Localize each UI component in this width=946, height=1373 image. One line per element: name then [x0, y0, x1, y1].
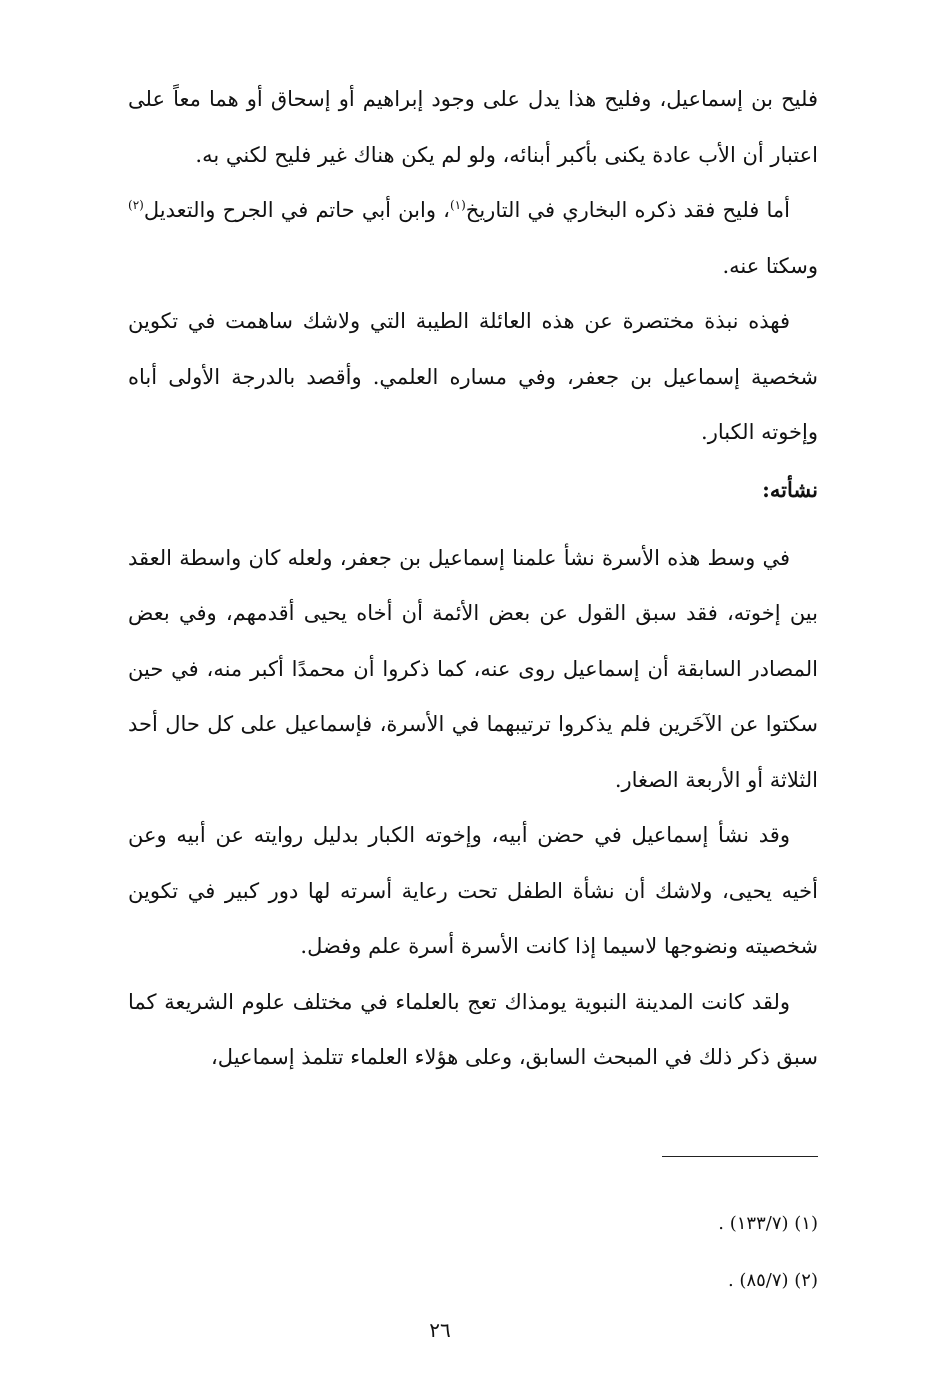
paragraph-1: فليح بن إسماعيل، وفليح هذا يدل على وجود إبراهيم أو إسحاق أو هما معاً على اعتبار أن الأب عادة يكنى بأكبر أبنائه، ولو لم يكن هناك غير فليح لكني به. [128, 87, 818, 167]
paragraph-2 [128, 183, 818, 294]
spacer [128, 519, 818, 531]
paragraph-2-part-a: أما فليح فقد ذكره البخاري في التاريخ [465, 198, 790, 222]
paragraph-6: ولقد كانت المدينة النبوية يومذاك تعج بالعلماء في مختلف علوم الشريعة كما سبق ذكر ذلك في المبحث السابق، وعلى هؤلاء العلماء تتلمذ إسماعيل، [128, 989, 818, 1069]
footnote-1: (١) (١٣٣/٧) . [718, 1213, 818, 1234]
paragraph-4: في وسط هذه الأسرة نشأ علمنا إسماعيل بن جعفر، ولعله كان واسطة العقد بين إخوته، فقد سبق القول عن بعض الأئمة أن أخاه يحيى أقدمهم، وفي بعض المصادر السابقة أن إسماعيل روى عنه، كما ذكروا أن محمدًا أكبر منه، في حين سكتوا عن الآخَرين فلم يذكروا ترتيبهما في الأسرة، فإسماعيل على كل حال أحد الثلاثة أو الأربعة الصغار. [128, 545, 818, 792]
paragraph-2-part-c: وسكتا عنه. [722, 253, 818, 278]
footnote-2: (٢) (٨٥/٧) . [727, 1270, 818, 1291]
section-heading: نشأته: [762, 476, 818, 502]
main-text [128, 72, 818, 1086]
paragraph-5: وقد نشأ إسماعيل في حضن أبيه، وإخوته الكبار بدليل روايته عن أبيه وعن أخيه يحيى، ولاشك أن نشأة الطفل تحت رعاية أسرته لها دور كبير في تكوين شخصيته ونضوجها لاسيما إذا كانت الأسرة أسرة علم وفضل. [128, 823, 818, 958]
footnote-ref-1: (١) [449, 198, 466, 212]
page-number: ٢٦ [429, 1318, 451, 1342]
paragraph-2-part-b: ، وابن أبي حاتم في الجرح والتعديل [143, 198, 450, 222]
footnotes [418, 1195, 818, 1309]
paragraph-3: فهذه نبذة مختصرة عن هذه العائلة الطيبة التي ولاشك ساهمت في تكوين شخصية إسماعيل بن جعفر، وفي مساره العلمي. وأقصد بالدرجة الأولى أباه وإخوته الكبار. [128, 309, 818, 444]
footnote-divider [662, 1156, 818, 1157]
footnote-ref-2: (٢) [128, 198, 144, 212]
